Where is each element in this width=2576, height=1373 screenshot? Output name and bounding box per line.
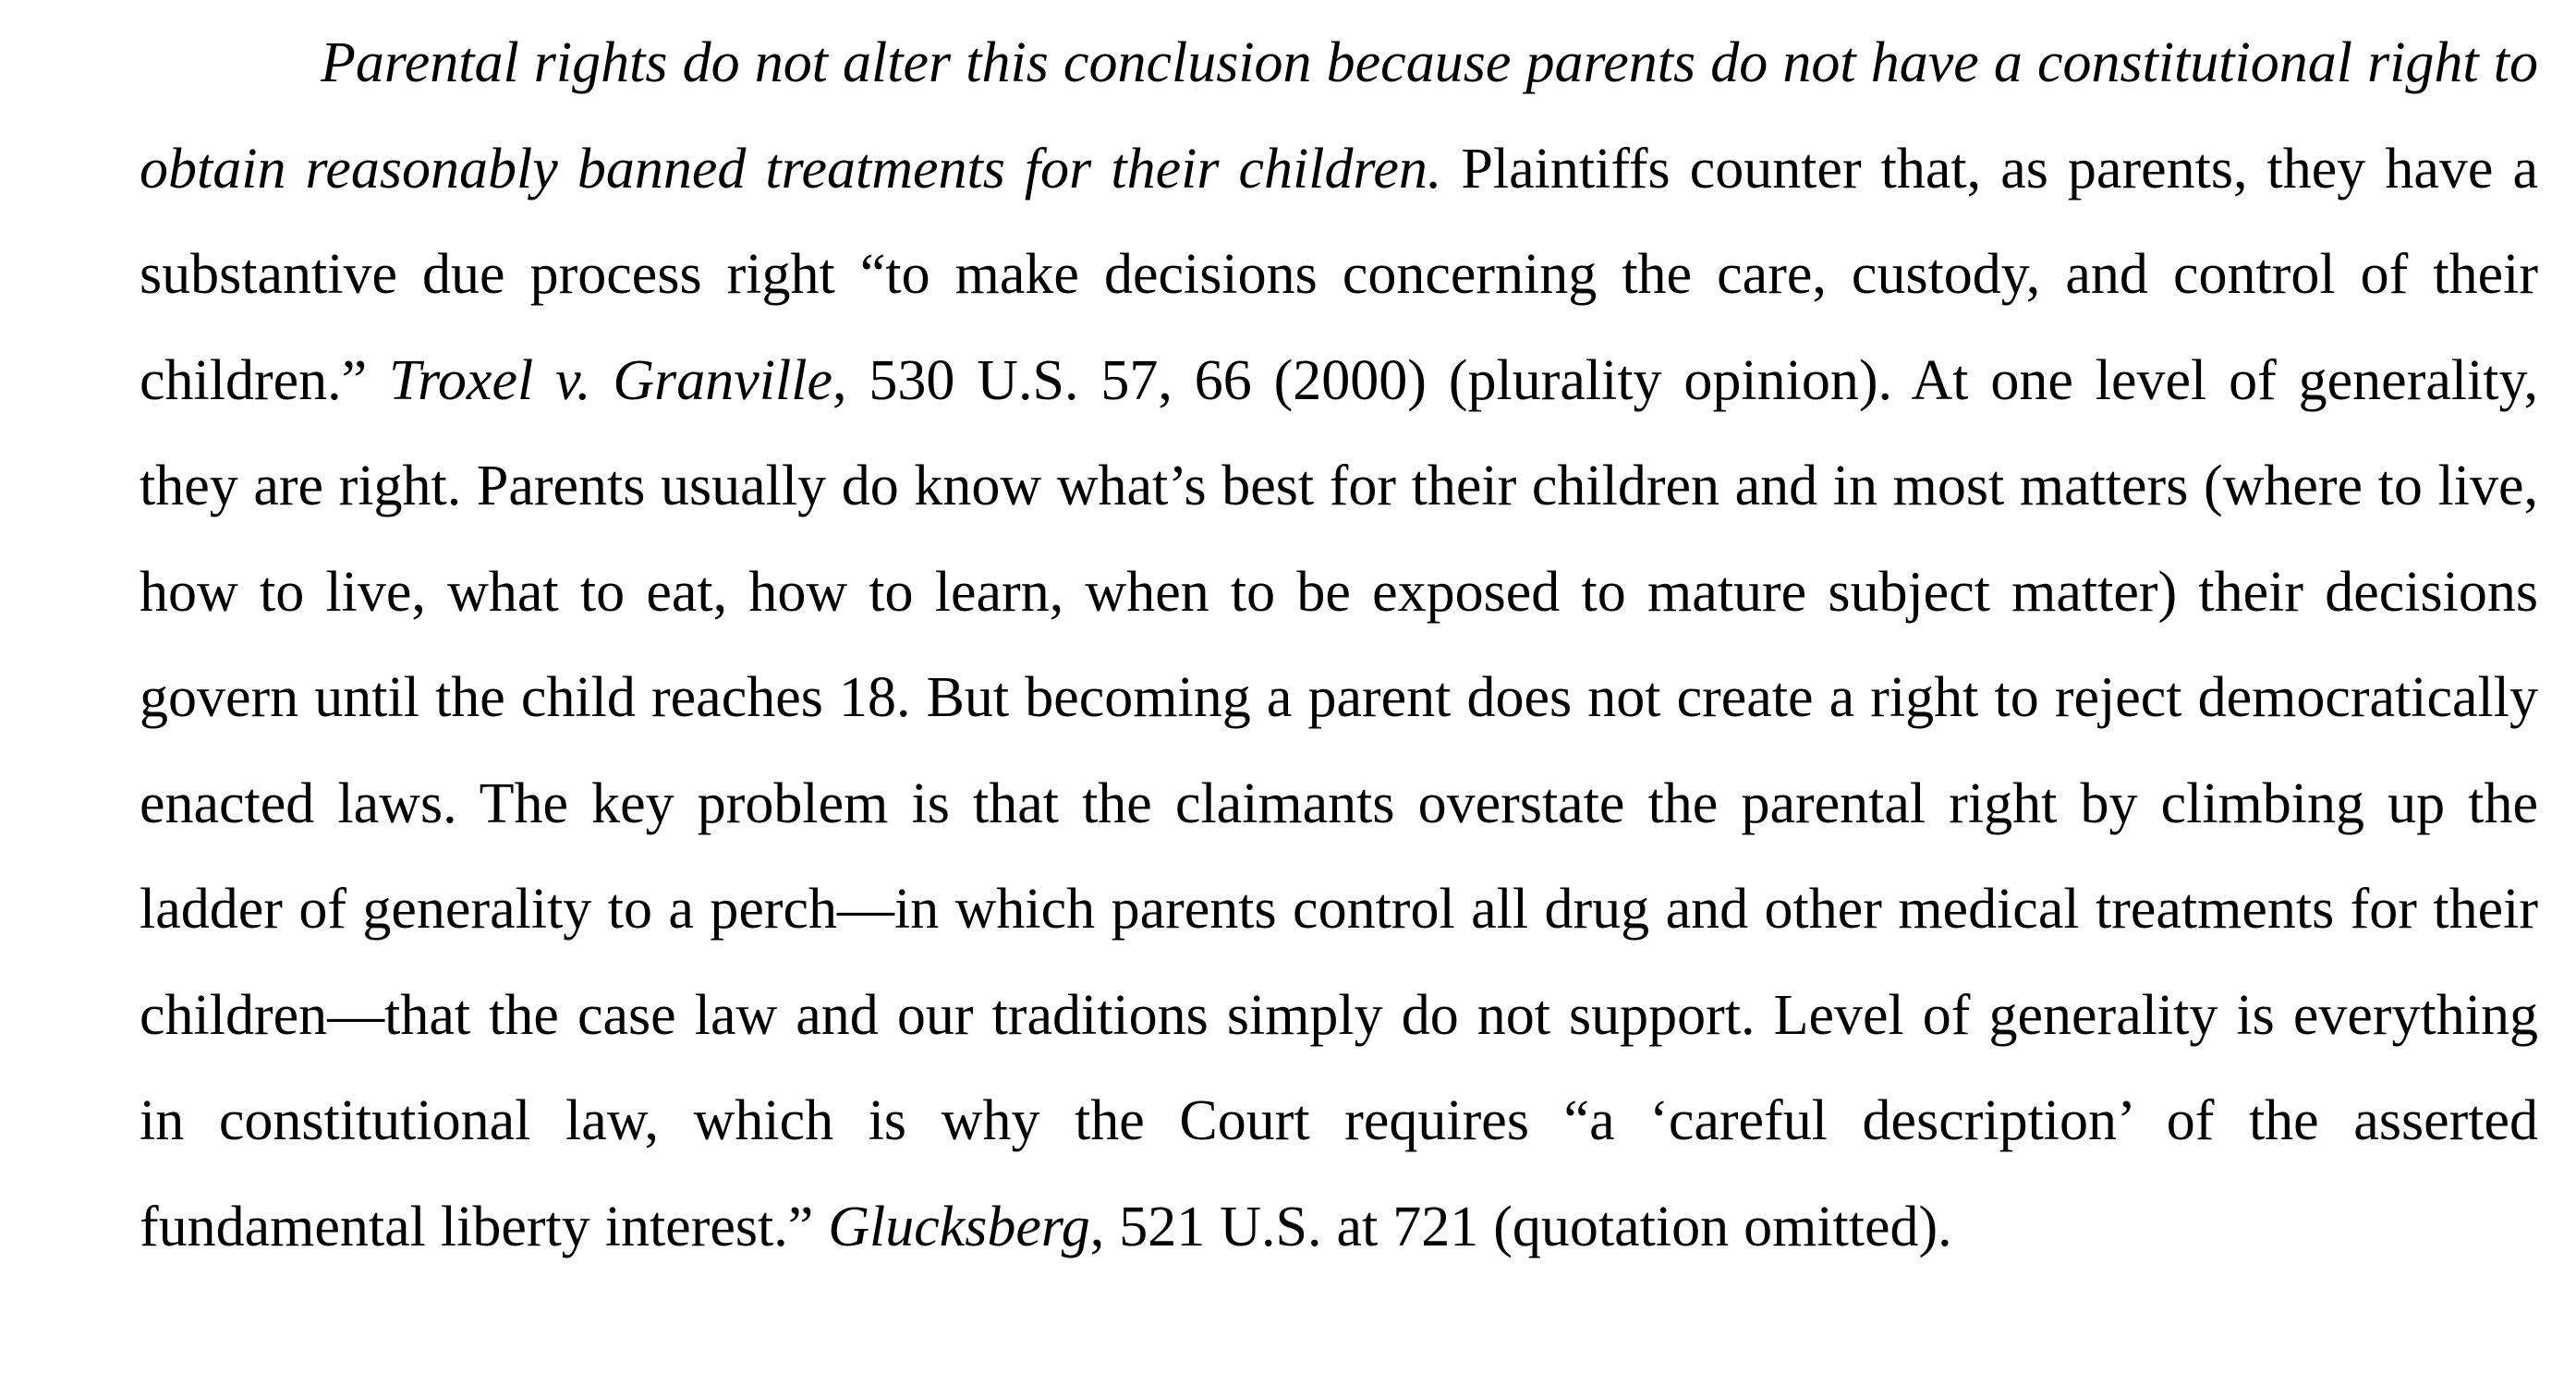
italic-lead-sentence: Parental rights do not alter this conclusion because parents do not have a constitutional right to obtain reasonably banned treatments for their children. [140,31,2538,200]
paragraph-text-2: , 530 U.S. 57, 66 (2000) (plurality opinion). At one level of generality, they are right. Parents usually do know what’s best for their children and in most matters (where to live, how to live, what to eat, how to learn, when to be exposed to mature subject matter) their decisions govern until the child reaches 18. But becoming a parent does not create a right to reject democratically enacted laws. The key problem is that the claimants overstate the parental right by climbing up the ladder of generality to a perch—in which parents control all drug and other medical treatments for their children—that the case law and our traditions simply do not support. Level of generality is everything in constitutional law, which is why the Court requires “a ‘careful description’ of the asserted fundamental liberty interest.” [140,348,2539,1258]
case-citation-troxel: Troxel v. Granville [389,348,832,412]
body-paragraph [140,10,2538,1280]
case-citation-glucksberg: Glucksberg [828,1195,1090,1258]
paragraph-text-3: , 521 U.S. at 721 (quotation omitted). [1089,1195,1952,1258]
paragraph-text-1: Plaintiffs counter that, as parents, they have a substantive due process right “to make decisions concerning the care, custody, and control of their children.” [140,137,2538,412]
